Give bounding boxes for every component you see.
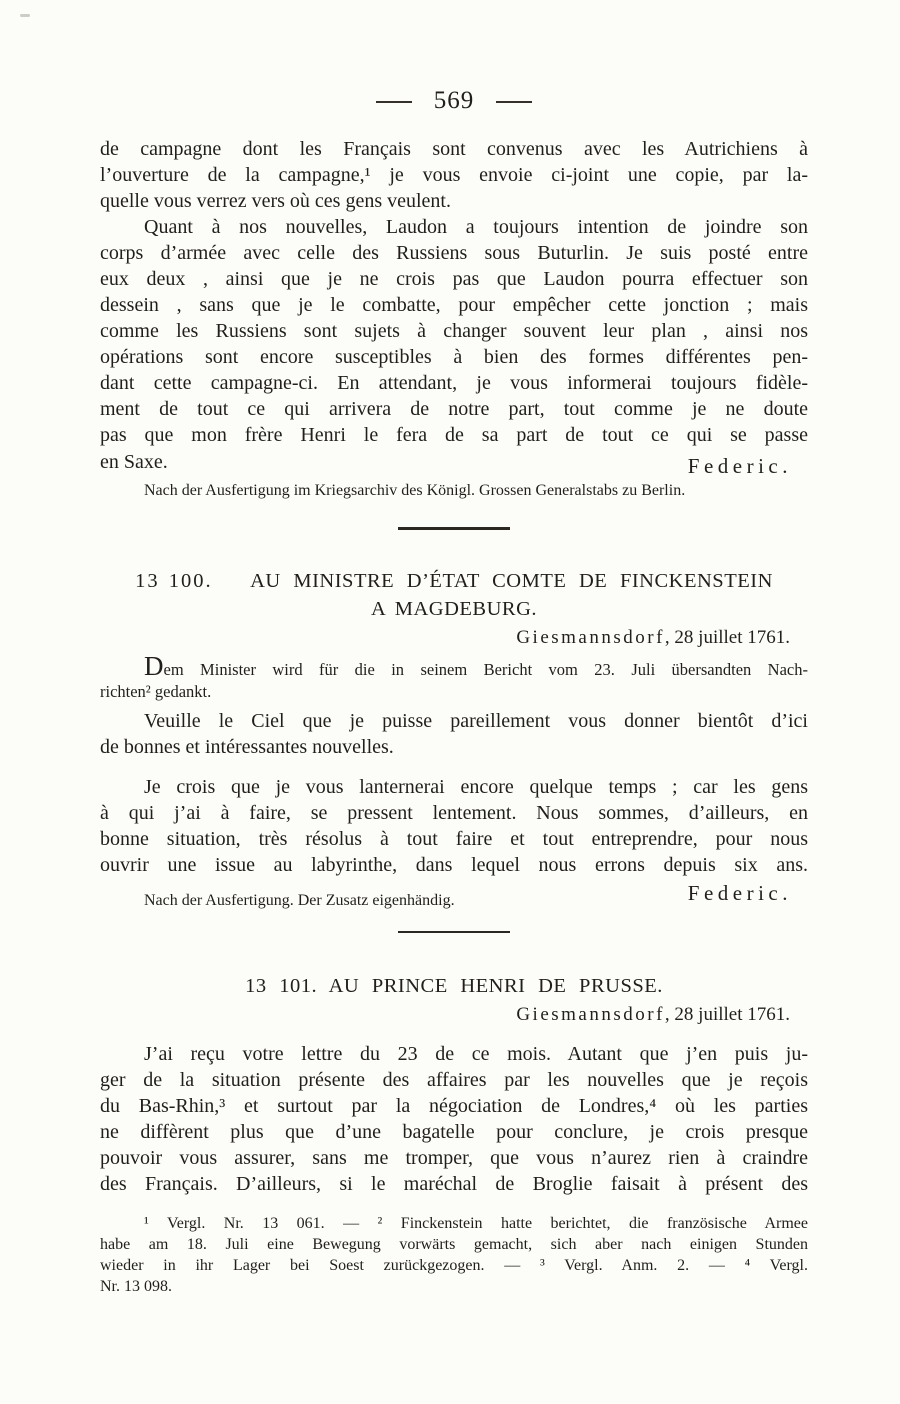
- date-place: Giesmannsdorf: [516, 1004, 665, 1025]
- body-line: ger de la situation présente des affaires par les nouvelles que je reçois: [100, 1069, 808, 1091]
- signature-row: [100, 881, 808, 911]
- body-line: à qui j’ai à faire, se pressent lentement. Nous sommes, d’ailleurs, en: [100, 802, 808, 824]
- letter-heading: [100, 973, 808, 999]
- footnote-line: wieder in ihr Lager bei Soest zurückgezogen. — ³ Vergl. Anm. 2. — ⁴ Vergl.: [100, 1257, 808, 1274]
- body-line: Veuille le Ciel que je puisse pareillement vous donner bientôt d’ici: [144, 710, 808, 732]
- letter-13101: [100, 973, 808, 1197]
- summary-line: Dem Minister wird für die in seinem Bericht vom 23. Juli übersandten Nach-: [144, 654, 808, 679]
- letter-title: AU MINISTRE D’ÉTAT COMTE DE FINCKENSTEIN: [250, 570, 773, 592]
- body-line: Quant à nos nouvelles, Laudon a toujours intention de joindre son: [144, 216, 808, 238]
- archival-note: Nach der Ausfertigung im Kriegsarchiv des Königl. Grossen Generalstabs zu Berlin.: [144, 482, 686, 499]
- letter-number: 13 100.: [135, 570, 213, 592]
- body-line: pouvoir vous assurer, sans me tromper, que vous n’aurez rien à craindre: [100, 1147, 808, 1169]
- letter-continuation: [100, 136, 808, 501]
- letter-13100: [100, 568, 808, 911]
- letter-title: AU PRINCE HENRI DE PRUSSE.: [328, 975, 663, 997]
- date-text: , 28 juillet 1761.: [664, 627, 790, 648]
- body-line: de campagne dont les Français sont convenus avec les Autrichiens à: [100, 138, 808, 160]
- date-text: , 28 juillet 1761.: [664, 1004, 790, 1025]
- closing-words: en Saxe.: [100, 451, 168, 473]
- body-line: quelle vous verrez vers où ces gens veulent.: [100, 190, 451, 212]
- body-line: des Français. D’ailleurs, si le maréchal de Broglie faisait à présent des: [100, 1173, 808, 1195]
- body-line: J’ai reçu votre lettre du 23 de ce mois. Autant que j’en puis ju-: [144, 1043, 808, 1065]
- letter-number: 13 101.: [245, 975, 318, 997]
- body-line: ouvrir une issue au labyrinthe, dans lequel nous errons depuis six ans.: [100, 854, 808, 876]
- body-line: ne diffèrent plus que d’une bagatelle pour conclure, je crois presque: [100, 1121, 808, 1143]
- letter-title-line2: A MAGDEBURG.: [370, 598, 538, 620]
- page-number-dash-left: [376, 101, 412, 103]
- body-line: du Bas-Rhin,³ et surtout par la négociation de Londres,⁴ où les parties: [100, 1095, 808, 1117]
- section-divider: [398, 527, 510, 530]
- section-divider: [398, 931, 510, 933]
- page-number: 569: [433, 87, 475, 114]
- signature: Federic.: [687, 881, 792, 905]
- body-line: l’ouverture de la campagne,¹ je vous envoie ci-joint une copie, par la-: [100, 164, 808, 186]
- summary-line: richten² gedankt.: [100, 682, 212, 701]
- letter-paragraph: [100, 774, 808, 878]
- body-line: ment de tout ce qui arrivera de notre part, tout comme je ne doute: [100, 398, 808, 420]
- body-line: corps d’armée avec celle des Russiens sous Buturlin. Je suis posté entre: [100, 242, 808, 264]
- editor-summary: [100, 654, 808, 704]
- body-line: Je crois que je vous lanternerai encore quelque temps ; car les gens: [144, 776, 808, 798]
- body-line: dant cette campagne-ci. En attendant, je vous informerai toujours fidèle-: [100, 372, 808, 394]
- letter-heading: [100, 568, 808, 594]
- body-line: comme les Russiens sont sujets à changer souvent leur plan , ainsi nos: [100, 320, 808, 342]
- body-line: dessein , sans que je le combatte, pour empêcher cette jonction ; mais: [100, 294, 808, 316]
- page-number-dash-right: [496, 101, 532, 103]
- body-line: de bonnes et intéressantes nouvelles.: [100, 736, 394, 758]
- date-place: Giesmannsdorf: [516, 627, 665, 648]
- footnote-line: habe am 18. Juli eine Bewegung vorwärts gemacht, sich aber nach einigen Stunden: [100, 1236, 808, 1253]
- footnote-line: ¹ Vergl. Nr. 13 061. — ² Finckenstein hatte berichtet, die französische Armee: [144, 1215, 808, 1232]
- body-line: bonne situation, très résolus à tout faire et tout entreprendre, pour nous: [100, 828, 808, 850]
- page-header: [100, 86, 808, 116]
- signature: Federic.: [687, 454, 792, 474]
- body-line: opérations sont encore susceptibles à bien des formes différentes pen-: [100, 346, 808, 368]
- body-line: pas que mon frère Henri le fera de sa part de tout ce qui se passe: [100, 424, 808, 446]
- letter-paragraph: [100, 708, 808, 760]
- dateline: [100, 1003, 808, 1027]
- footnote-line: Nr. 13 098.: [100, 1278, 172, 1295]
- body-line: eux deux , ainsi que je ne crois pas que Laudon pourra effectuer son: [100, 268, 808, 290]
- footnotes: [100, 1213, 808, 1297]
- dateline: [100, 626, 808, 650]
- scan-speck: [20, 14, 30, 17]
- letter-paragraph: [100, 1041, 808, 1197]
- archival-note: Nach der Ausfertigung. Der Zusatz eigenhändig.: [144, 892, 455, 909]
- closing-row: [100, 448, 808, 474]
